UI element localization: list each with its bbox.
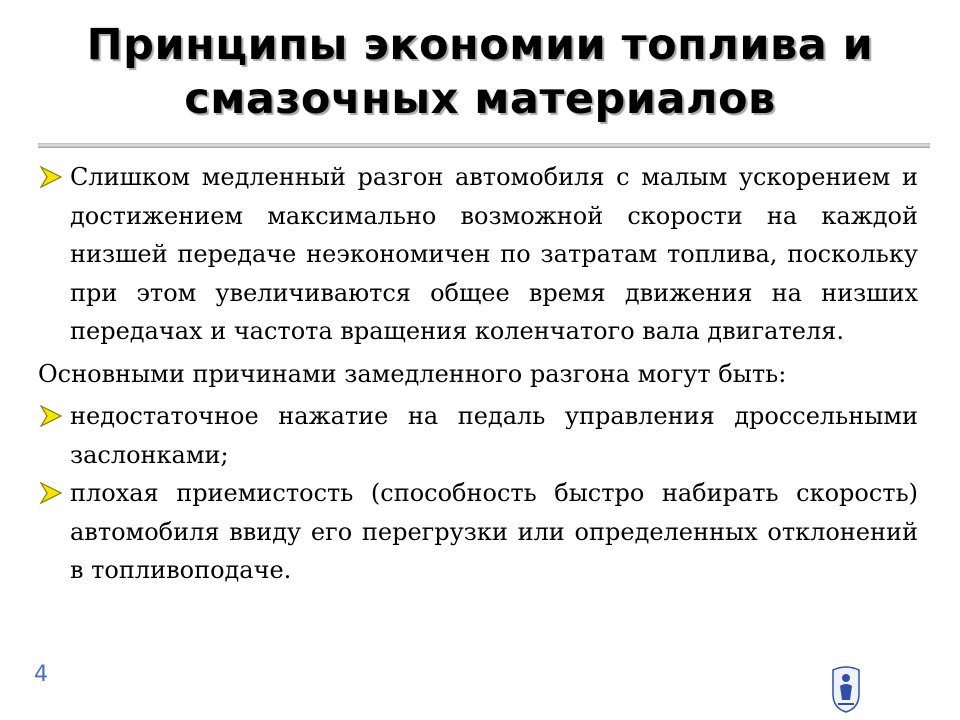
slide-number: 4 (34, 662, 48, 687)
bullet-item (38, 397, 918, 474)
bullet-item (38, 474, 918, 590)
arrowhead-bullet-icon (38, 164, 64, 190)
title-divider (38, 143, 930, 148)
emblem-logo-icon (829, 664, 863, 714)
arrowhead-bullet-icon (38, 403, 64, 429)
slide-title: Принципы экономии топлива и смазочных материалов (86, 20, 874, 124)
bullet-text: Слишком медленный разгон автомобиля с малым ускорением и достижением максимально возможной скорости на каждой низшей передаче неэкономичен по затратам топлива, поскольку при этом увеличиваются общее время движения на низших передачах и частота вращения коленчатого вала двигателя. (70, 163, 918, 345)
arrowhead-bullet-icon (38, 480, 64, 506)
slide-body (38, 158, 918, 590)
bullet-text: недостаточное нажатие на педаль управления дроссельными заслонками; (70, 402, 918, 469)
bullet-item (38, 158, 918, 351)
plain-paragraph: Основными причинами замедленного разгона могут быть: (38, 359, 787, 388)
bullet-text: плохая приемистость (способность быстро набирать скорость) автомобиля ввиду его перегрузки или определенных отклонений в топливоподаче. (70, 479, 918, 584)
